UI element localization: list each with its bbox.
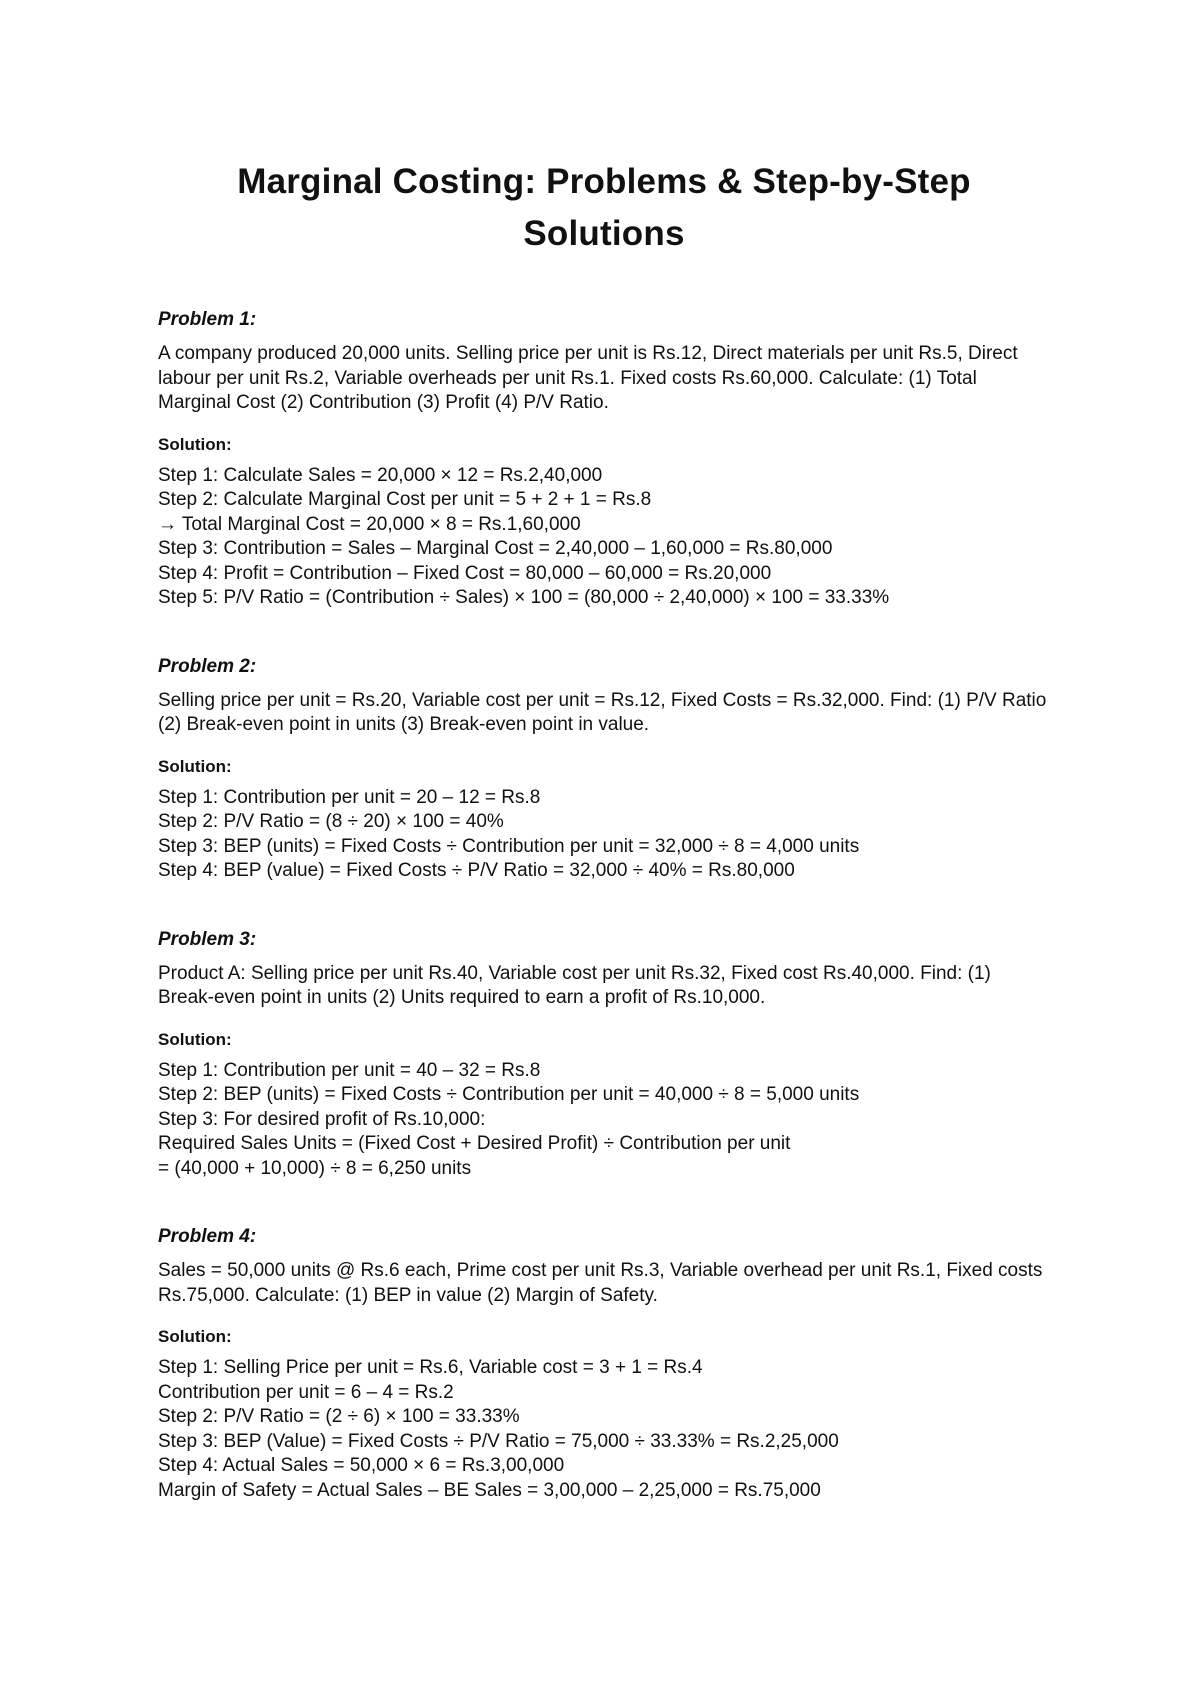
problem-statement: Product A: Selling price per unit Rs.40, Variable cost per unit Rs.32, Fixed cost Rs.40,000. Find: (1) Break-even point in units (2) Units required to earn a profit of Rs.10,000. (158, 962, 991, 1008)
problem-2 (158, 655, 1050, 884)
solution-step: Step 1: Contribution per unit = 20 – 12 = Rs.8 (158, 786, 541, 808)
solution-step: Step 4: Actual Sales = 50,000 × 6 = Rs.3,00,000 (158, 1455, 565, 1476)
solution-steps (158, 1059, 1050, 1182)
solution-heading: Solution: (158, 434, 232, 454)
problem-heading: Problem 3: (158, 928, 257, 950)
solution-step: Step 3: BEP (Value) = Fixed Costs ÷ P/V Ratio = 75,000 ÷ 33.33% = Rs.2,25,000 (158, 1430, 839, 1452)
problem-4 (158, 1225, 1050, 1503)
solution-step: Step 3: BEP (units) = Fixed Costs ÷ Contribution per unit = 32,000 ÷ 8 = 4,000 units (158, 835, 860, 857)
solution-heading: Solution: (158, 1029, 232, 1049)
solution-heading: Solution: (158, 756, 232, 776)
solution-step: Step 3: Contribution = Sales – Marginal Cost = 2,40,000 – 1,60,000 = Rs.80,000 (158, 538, 833, 559)
problem-statement: Sales = 50,000 units @ Rs.6 each, Prime cost per unit Rs.3, Variable overhead per unit Rs.1, Fixed costs Rs.75,000. Calculate: (1) BEP in value (2) Margin of Safety. (158, 1260, 1043, 1306)
document-title: Marginal Costing: Problems & Step-by-Step Solutions (237, 162, 971, 253)
solution-step: → Total Marginal Cost = 20,000 × 8 = Rs.1,60,000 (158, 513, 581, 535)
solution-step: Step 1: Calculate Sales = 20,000 × 12 = Rs.2,40,000 (158, 464, 603, 486)
problem-1 (158, 308, 1050, 611)
problem-statement: A company produced 20,000 units. Selling price per unit is Rs.12, Direct materials per unit Rs.5, Direct labour per unit Rs.2, Variable overheads per unit Rs.1. Fixed costs Rs.60,000. Calculate: (1) Total Marginal Cost (2) Contribution (3) Profit (4) P/V Ratio. (158, 343, 1018, 413)
solution-step: Step 2: BEP (units) = Fixed Costs ÷ Contribution per unit = 40,000 ÷ 8 = 5,000 units (158, 1084, 860, 1105)
solution-steps (158, 1356, 1050, 1503)
solution-step: Step 4: BEP (value) = Fixed Costs ÷ P/V Ratio = 32,000 ÷ 40% = Rs.80,000 (158, 860, 795, 881)
solution-steps (158, 786, 1050, 884)
solution-step: Margin of Safety = Actual Sales – BE Sales = 3,00,000 – 2,25,000 = Rs.75,000 (158, 1479, 821, 1501)
solution-step: Step 2: Calculate Marginal Cost per unit = 5 + 2 + 1 = Rs.8 (158, 489, 652, 510)
solution-step: Step 4: Profit = Contribution – Fixed Cost = 80,000 – 60,000 = Rs.20,000 (158, 562, 772, 584)
solution-step: Step 2: P/V Ratio = (8 ÷ 20) × 100 = 40% (158, 811, 504, 832)
problem-heading: Problem 1: (158, 309, 257, 330)
problem-heading: Problem 4: (158, 1226, 257, 1247)
problem-statement: Selling price per unit = Rs.20, Variable cost per unit = Rs.12, Fixed Costs = Rs.32,000. Find: (1) P/V Ratio (2) Break-even point in units (3) Break-even point in value. (158, 689, 1047, 735)
solution-step: Contribution per unit = 6 – 4 = Rs.2 (158, 1381, 454, 1403)
problem-heading: Problem 2: (158, 655, 257, 677)
solution-steps (158, 464, 1050, 611)
solution-step: Step 1: Contribution per unit = 40 – 32 = Rs.8 (158, 1059, 541, 1081)
problem-3 (158, 928, 1050, 1182)
solution-step: Step 1: Selling Price per unit = Rs.6, Variable cost = 3 + 1 = Rs.4 (158, 1357, 703, 1378)
solution-step: Required Sales Units = (Fixed Cost + Desired Profit) ÷ Contribution per unit (158, 1133, 791, 1154)
solution-step: Step 3: For desired profit of Rs.10,000: (158, 1108, 486, 1130)
solution-heading: Solution: (158, 1327, 232, 1346)
solution-step: Step 2: P/V Ratio = (2 ÷ 6) × 100 = 33.33% (158, 1406, 520, 1427)
solution-step: = (40,000 + 10,000) ÷ 8 = 6,250 units (158, 1157, 472, 1179)
solution-step: Step 5: P/V Ratio = (Contribution ÷ Sales) × 100 = (80,000 ÷ 2,40,000) × 100 = 33.33% (158, 587, 890, 608)
